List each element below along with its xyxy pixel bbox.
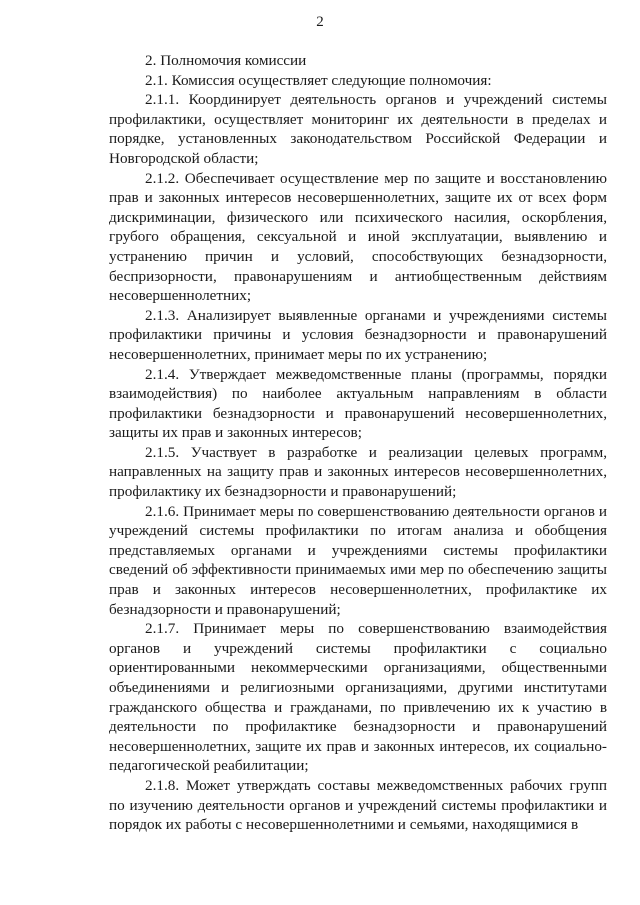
page-number: 2 [316,14,324,30]
paragraph-2-1-5: 2.1.5. Участвует в разработке и реализации целевых программ, направленных на защиту прав и законных интересов несовершеннолетних, профилактику их безнадзорности и правонарушений; [109,443,607,501]
paragraph-2-1-2: 2.1.2. Обеспечивает осуществление мер по защите и восстановлению прав и законных интересов несовершеннолетних, защите их от всех форм дискриминации, физического или психического насилия, оскорбления, грубого обращения, сексуальной и иной эксплуатации, выявлению и устранению причин и условий, способствующих безнадзорности, беспризорности, правонарушениям и антиобщественным действиям несовершеннолетних; [109,169,607,305]
paragraph-2-1: 2.1. Комиссия осуществляет следующие полномочия: [145,71,492,89]
paragraph-2-1-7: 2.1.7. Принимает меры по совершенствованию взаимодействия органов и учреждений системы профилактики с социально ориентированными некоммерческими организациями, общественными объединениями и религиозными организациями, другими институтами гражданского общества и гражданами, по привлечению их к участию в деятельности по профилактике безнадзорности и правонарушений несовершеннолетних, защите их прав и законных интересов, их социально-педагогической реабилитации; [109,620,607,775]
paragraph-2-1-8: 2.1.8. Может утверждать составы межведомственных рабочих групп по изучению деятельности органов и учреждений системы профилактики и порядок их работы с несовершеннолетними и семьями, находящимися в [109,776,607,834]
section-title: 2. Полномочия комиссии [145,52,307,69]
paragraph-2-1-6: 2.1.6. Принимает меры по совершенствованию деятельности органов и учреждений системы профилактики по итогам анализа и обобщения представляемых органами и учреждениями системы профилактики сведений об эффективности принимаемых ими мер по обеспечению защиты прав и законных интересов несовершеннолетних, профилактике их безнадзорности и правонарушений; [109,502,607,618]
paragraph-2-1-3: 2.1.3. Анализирует выявленные органами и учреждениями системы профилактики причины и условия безнадзорности и правонарушений несовершеннолетних, принимает меры по их устранению; [109,306,607,363]
paragraph-2-1-1: 2.1.1. Координирует деятельность органов и учреждений системы профилактики, осуществляет мониторинг их деятельности в пределах и порядке, установленных законодательством Российской Федерации и Новгородской области; [109,91,607,167]
paragraph-2-1-4: 2.1.4. Утверждает межведомственные планы (программы, порядки взаимодействия) по наиболее актуальным направлениям в области профилактики безнадзорности и правонарушений несовершеннолетних, защиты их прав и законных интересов; [109,365,607,442]
document-body [109,51,607,835]
